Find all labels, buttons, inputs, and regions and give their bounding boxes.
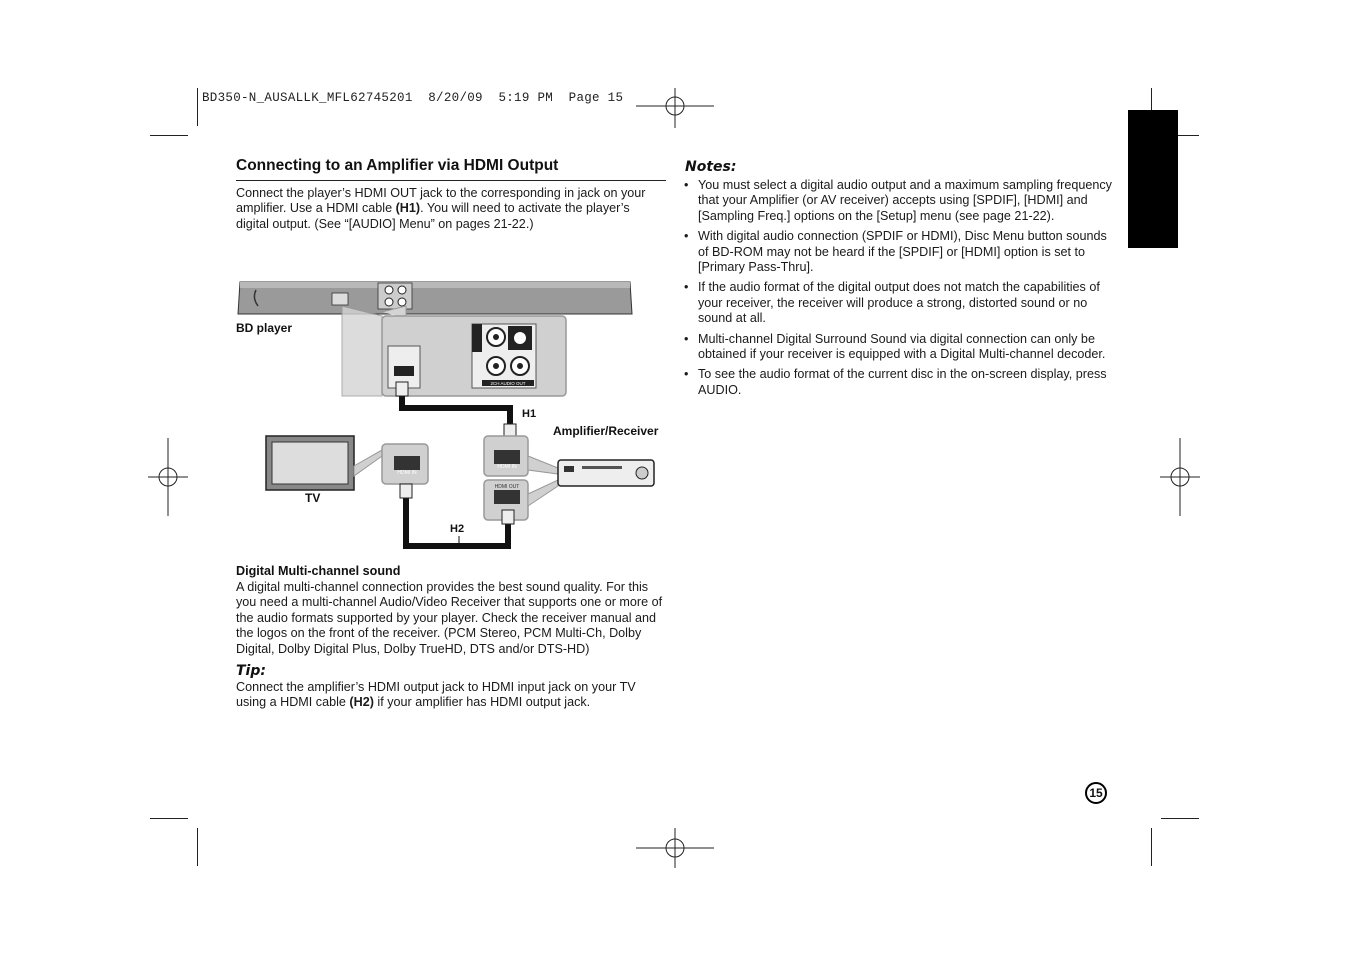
jack-label-2ch-audio-out: 2CH AUDIO OUT xyxy=(490,381,526,386)
tip-heading: Tip: xyxy=(236,663,266,679)
note-item: • Multi-channel Digital Surround Sound via digital connection can only be obtained if your receiver is equipped with a Digital Multi-channel decoder. xyxy=(684,332,1116,363)
digital-multichannel-body: A digital multi-channel connection provides the best sound quality. For this you need a multi-channel Audio/Video Receiver that supports one or more of the audio formats supported by your player. Check the receiver manual and the logos on the front of the receiver. (PCM Stereo, PCM Multi-Ch, Dolby Digital, Dolby Digital Plus, Dolby TrueHD, DTS and/or DTS-HD) xyxy=(236,580,663,656)
registration-mark-bottom xyxy=(636,828,714,868)
bd-player-illustration xyxy=(238,282,632,314)
note-item: • To see the audio format of the current disc in the on-screen display, press AUDIO. xyxy=(684,367,1116,398)
jack-label-hdmi-out-amp: HDMI OUT xyxy=(494,484,520,490)
note-item: • If the audio format of the digital output does not match the capabilities of your receiver, the receiver will produce a strong, distorted sound or no sound at all. xyxy=(684,280,1116,326)
crop-mark xyxy=(150,818,188,819)
intro-paragraph: Connect the player’s HDMI OUT jack to the corresponding in jack on your amplifier. Use a HDMI cable (H1). You will need to activate the player’s digital output. (See “[AUDIO] Menu” on pages 21-22.) xyxy=(236,186,646,231)
crop-mark xyxy=(1151,828,1152,866)
page-number: 15 xyxy=(1085,782,1107,804)
crop-mark xyxy=(1161,818,1199,819)
jack-label-hdmi-in-tv: HDMI IN xyxy=(397,470,417,476)
crop-mark xyxy=(150,135,188,136)
section-tab xyxy=(1128,110,1178,248)
registration-mark-top xyxy=(636,88,714,128)
crop-mark xyxy=(197,828,198,866)
crop-mark xyxy=(197,88,198,126)
notes-list xyxy=(684,178,1116,403)
label-h2: H2 xyxy=(450,523,465,535)
label-h1: H1 xyxy=(522,408,537,420)
amplifier-illustration xyxy=(558,460,654,486)
label-tv: TV xyxy=(305,491,321,505)
registration-mark-left xyxy=(148,438,188,516)
print-header: BD350-N_AUSALLK_MFL62745201 8/20/09 5:19 PM Page 15 xyxy=(202,91,624,105)
tv-illustration xyxy=(266,436,354,490)
jack-label-hdmi-in-amp: HDMI IN xyxy=(497,464,517,470)
section-title: Connecting to an Amplifier via HDMI Output xyxy=(236,157,666,181)
label-bd-player: BD player xyxy=(236,321,293,335)
registration-mark-right xyxy=(1160,438,1200,516)
label-amplifier: Amplifier/Receiver xyxy=(553,424,659,438)
tip-body: Connect the amplifier’s HDMI output jack to HDMI input jack on your TV using a HDMI cable (H2) if your amplifier has HDMI output jack. xyxy=(236,680,636,710)
digital-multichannel-heading: Digital Multi-channel sound xyxy=(236,564,401,578)
connection-diagram xyxy=(232,270,672,560)
notes-heading: Notes: xyxy=(685,159,737,175)
note-item: • With digital audio connection (SPDIF or HDMI), Disc Menu button sounds of BD-ROM may not be heard if the [SPDIF] or [HDMI] option is set to [Primary Pass-Thru]. xyxy=(684,229,1116,275)
note-item: • You must select a digital audio output and a maximum sampling frequency that your Amplifier (or AV receiver) accepts using [SPDIF], [HDMI] and [Sampling Freq.] options on the [Setup] menu (see page 21-22). xyxy=(684,178,1116,224)
